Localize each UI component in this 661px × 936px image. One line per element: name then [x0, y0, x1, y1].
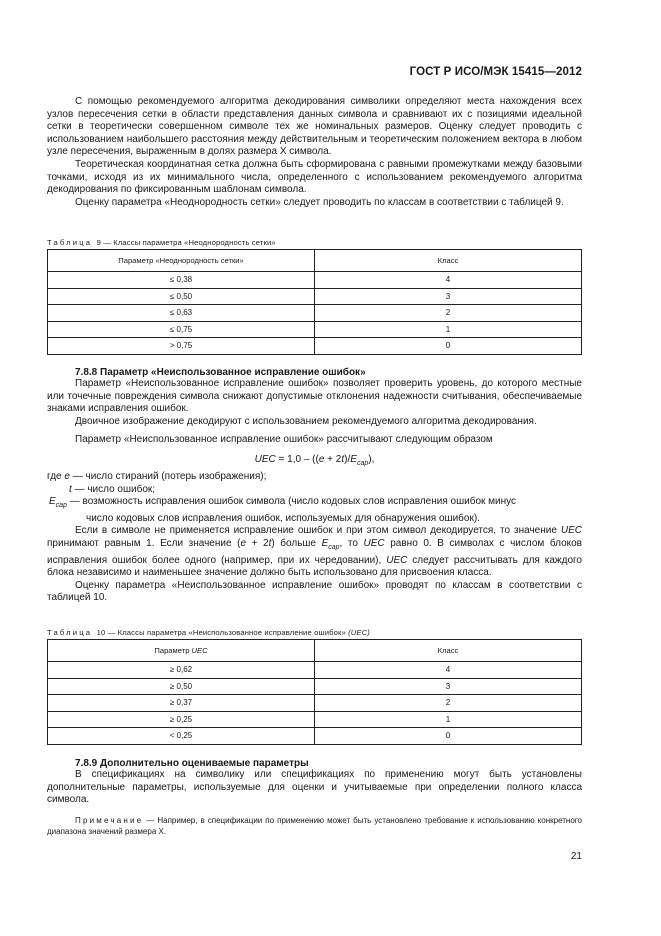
table-row	[48, 272, 582, 289]
definition-ecap-symbol: E	[49, 496, 56, 508]
table-row	[48, 305, 582, 322]
table9-caption-text: 9 — Классы параметра «Неоднородность сетки»	[96, 238, 276, 247]
formula-e: e	[318, 453, 325, 465]
table-row	[48, 728, 582, 745]
uec-formula	[47, 454, 582, 467]
formula-part: + 2	[324, 453, 342, 465]
text-part: + 2	[246, 537, 269, 549]
table10-cell-class: 3	[315, 678, 582, 695]
table9-cell-class: 4	[315, 272, 582, 289]
note-word: Примечание	[75, 815, 144, 825]
table10-cell-value: ≥ 0,50	[48, 678, 315, 695]
text-t: t	[268, 537, 272, 549]
definition-ecap-sub: cap	[55, 502, 67, 510]
table-row	[48, 662, 582, 679]
table-row	[48, 321, 582, 338]
table10-cell-class: 2	[315, 695, 582, 712]
paragraph-grid-algorithm: С помощью рекомендуемого алгоритма декодирования символики определяют места нахождения всех узлов пересечения сетки в области представления данных символа и сравнивают их с позициями идеальной сетки в теоретически совершенном символе тех же номинальных размеров. Оценку следует проводить с использованием наибольшего расстояния между действительным и теоретическим положением вектора в любом узле пересечения, выраженным в долях размера X символа.	[47, 96, 582, 158]
section-7-8-9-title: 7.8.9 Дополнительно оцениваемые параметры	[75, 758, 309, 769]
section-7-8-8-title: 7.8.8 Параметр «Неиспользованное исправление ошибок»	[75, 367, 366, 378]
definition-ecap	[47, 496, 582, 513]
table10-col-parameter	[48, 640, 315, 662]
table-row	[48, 678, 582, 695]
text-ecap: E	[321, 537, 329, 549]
definition-t-symbol: t	[69, 483, 72, 495]
table9-cell-value: ≤ 0,38	[48, 272, 315, 289]
section-7-8-8	[47, 367, 582, 605]
table-row	[48, 288, 582, 305]
note	[47, 815, 582, 838]
note-text: — Например, в спецификации по применению может быть установлено требование к использованию конкретного диапазона значений размера X.	[47, 815, 582, 837]
definition-t-text: — число ошибок;	[71, 483, 156, 495]
table10-col-parameter-text: Параметр	[154, 646, 192, 655]
definitions	[47, 471, 582, 525]
definition-where: где	[47, 470, 62, 482]
text-part: , то	[339, 537, 364, 549]
table9-cell-class: 1	[315, 321, 582, 338]
definition-t	[47, 484, 582, 497]
table-row	[48, 711, 582, 728]
table-row	[48, 695, 582, 712]
table10-cell-value: ≥ 0,25	[48, 711, 315, 728]
table10-cell-class: 1	[315, 711, 582, 728]
table9-cell-value: ≤ 0,63	[48, 305, 315, 322]
formula-ecap: E	[350, 453, 357, 465]
text-uec: UEC	[560, 525, 582, 537]
paragraph-uec-evaluation: Оценку параметра «Неиспользованное исправление ошибок» проводят по классам в соответствии с таблицей 10.	[47, 579, 582, 604]
table10-cell-class: 4	[315, 662, 582, 679]
paragraph-additional-params: В спецификациях на символику или спецификациях по применению могут быть установлены дополнительные параметры, используемые для оценки и учитываемые при определении полного класса символа.	[47, 769, 582, 806]
definition-e	[47, 471, 582, 484]
formula-t: t	[341, 453, 345, 465]
section-7-8-9	[47, 758, 582, 838]
table9-cell-class: 3	[315, 288, 582, 305]
text-ecap-sub: cap	[328, 543, 340, 551]
definition-e-symbol: e	[64, 470, 70, 482]
table10-caption-text: 10 — Классы параметра «Неиспользованное исправление ошибок»	[96, 628, 349, 637]
table9-cell-value: > 0,75	[48, 338, 315, 355]
table9-cell-class: 2	[315, 305, 582, 322]
table9-cell-value: ≤ 0,75	[48, 321, 315, 338]
table9-cell-class: 0	[315, 338, 582, 355]
paragraph-theoretical-grid: Теоретическая координатная сетка должна быть сформирована с равными промежутками между базовыми точками, исходя из их минимального числа, определенного с использованием рекомендуемого алгоритма декодирования по фиксированным шаблонам символа.	[47, 158, 582, 196]
table10-caption	[47, 622, 582, 640]
definition-ecap-cont: число кодовых слов исправления ошибок, используемых для обнаружения ошибок).	[86, 512, 480, 524]
table10-cell-value: ≥ 0,37	[48, 695, 315, 712]
table-row	[48, 338, 582, 355]
formula-uec: UEC	[254, 453, 276, 465]
table9-header-row	[48, 250, 582, 272]
paragraph-uec-calc: Параметр «Неиспользованное исправление ошибок» рассчитывают следующим образом	[75, 434, 493, 446]
table10-caption-word: Таблица	[47, 628, 93, 637]
table10-header-row	[48, 640, 582, 662]
table10-caption-uec: (UEC)	[348, 628, 370, 637]
text-part: следует рассчитывать для каждого блока независимо и наименьшее значение должно быть использовано для присвоения класса.	[47, 554, 582, 579]
definition-ecap-text: — возможность исправления ошибок символа (число кодовых слов исправления ошибок минус	[66, 496, 517, 508]
table10-col-class: Класс	[315, 640, 582, 662]
text-part: принимают равным 1. Если значение (	[47, 537, 241, 549]
text-part: Если в символе не применяется исправление ошибок и при этом символ декодируется, то значение	[75, 525, 561, 537]
table10-cell-class: 0	[315, 728, 582, 745]
table10-col-parameter-uec: UEC	[191, 646, 208, 655]
intro-paragraphs	[47, 96, 582, 209]
table9-col-class: Класс	[315, 250, 582, 272]
table10-cell-value: < 0,25	[48, 728, 315, 745]
paragraph-uec-rules	[47, 525, 582, 579]
formula-part: ),	[368, 453, 375, 465]
page-number: 21	[570, 851, 582, 862]
paragraph-binary-image: Двоичное изображение декодируют с использованием рекомендуемого алгоритма декодирования.	[75, 415, 537, 427]
text-uec: UEC	[386, 554, 408, 566]
table9-caption	[47, 232, 582, 250]
formula-ecap-sub: cap	[356, 459, 369, 467]
formula-part: = 1,0 – ((	[275, 453, 319, 465]
paragraph-uec-purpose: Параметр «Неиспользованное исправление ошибок» позволяет проверить уровень, до которого местные или точечные повреждения символа снижают допустимые отклонения надежности считывания, обеспечиваемые знаками исправления ошибок.	[47, 378, 582, 415]
table9	[47, 249, 582, 355]
table10	[47, 639, 582, 745]
formula-part: )/	[344, 453, 351, 465]
text-uec: UEC	[363, 537, 385, 549]
paragraph-grid-evaluation: Оценку параметра «Неоднородность сетки» следует проводить по классам в соответствии с таблицей 9.	[75, 196, 564, 208]
table10-cell-value: ≥ 0,62	[48, 662, 315, 679]
table9-col-parameter: Параметр «Неоднородность сетки»	[48, 250, 315, 272]
text-part: ) больше	[271, 537, 322, 549]
document-id-header: ГОСТ Р ИСО/МЭК 15415—2012	[409, 66, 582, 78]
text-e: e	[240, 537, 247, 549]
definition-e-text: — число стираний (потерь изображения);	[69, 470, 267, 482]
table9-caption-word: Таблица	[47, 238, 93, 247]
text-part: равно 0. В символах с числом блоков исправления ошибок более одного (например, при их чередовании),	[47, 537, 582, 566]
table9-cell-value: ≤ 0,50	[48, 288, 315, 305]
